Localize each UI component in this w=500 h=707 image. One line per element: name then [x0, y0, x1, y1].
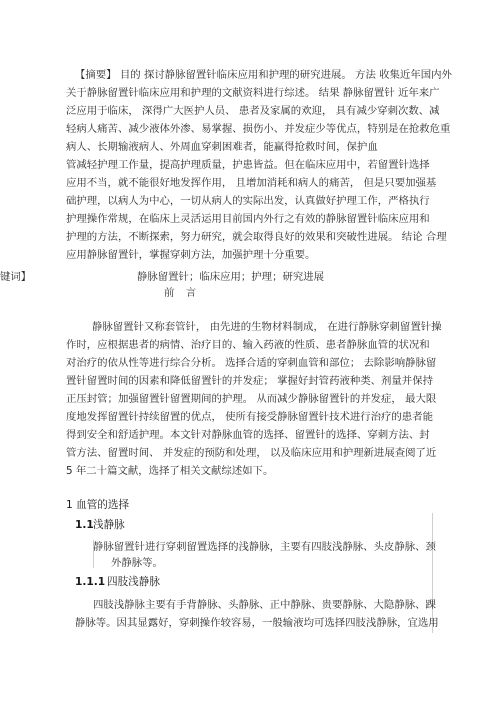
preface-line: 静脉留置针又称套管针， 由先进的生物材料制成， 在进行静脉穿刺留置针操 — [92, 321, 442, 333]
abstract-line: 应用静脉留置针，掌握穿刺方法，加强护理十分重要。 — [66, 249, 316, 261]
section-1-1-line: 外静脉等。 — [111, 557, 163, 569]
preface-line: 得到安全和舒适护理。本文针对静脉血管的选择、留置针的选择、穿刺方法、封 — [66, 429, 430, 441]
abstract-line: 础护理，以病人为中心，一切从病人的实际出发，认真做好护理工作，严格执行 — [66, 195, 430, 207]
section-1-1-number: 1.1 — [75, 519, 94, 531]
preface-line: 作时，应根据患者的病情、治疗目的、输入药液的性质、患者静脉血管的状况和 — [66, 339, 430, 351]
section-1-1-title: 浅静脉 — [93, 519, 125, 531]
abstract-line: 【摘要】 目的 探讨静脉留置针临床应用和护理的研究进展。 方法 收集近年国内外 — [75, 69, 452, 81]
preface-line: 度地发挥留置针持续留置的优点， 使所有接受静脉留置针技术进行治疗的患者能 — [66, 411, 433, 423]
abstract-line: 应用不当，就不能很好地发挥作用， 且增加消耗和病人的痛苦， 但是只要加强基 — [66, 177, 437, 189]
abstract-line: 护理操作常规，在临床上灵活运用目前国内外行之有效的静脉留置针临床应用和 — [66, 213, 430, 225]
abstract-line: 病人、长期输液病人、外周血穿刺困难者，能赢得抢救时间，保护血 — [66, 141, 378, 153]
section-1-1-1-line: 静脉等。因其显露好，穿刺操作较容易，一般输液均可选择四肢浅静脉，宜选用 — [75, 617, 439, 629]
section-1-1-1-line: 四肢浅静脉主要有手背静脉、头静脉、正中静脉、贵要静脉、大隐静脉、踝 — [93, 599, 436, 611]
section-1-1-1-number: 1.1.1 — [75, 576, 106, 588]
preface-line: 对治疗的依从性等进行综合分析。 选择合适的穿刺血管和部位； 去除影响静脉留 — [66, 357, 437, 369]
section-1-1-line: 静脉留置针进行穿刺留置选择的浅静脉，主要有四肢浅静脉、头皮静脉、颈 — [93, 541, 436, 553]
abstract-line: 关于静脉留置针临床应用和护理的文献资料进行综述。 结果 静脉留置针 近年来广 — [66, 87, 440, 99]
abstract-line: 轻病人痛苦、减少液体外渗、易掌握、损伤小、并发症少等优点，特别是在抢救危重 — [66, 123, 451, 135]
abstract-line: 护理的方法，不断探索，努力研究，就会取得良好的效果和突破性进展。 结论 合理 — [66, 231, 447, 243]
margin-bar — [432, 513, 433, 633]
preface-title: 前 言 — [164, 287, 201, 299]
preface-line: 管方法、留置时间、 并发症的预防和处理， 以及临床应用和护理新进展查阅了近 — [66, 447, 437, 459]
preface-line: 正压封管；加强留置针留置期间的护理。 从而减少静脉留置针的并发症， 最大限 — [66, 393, 437, 405]
section-1-heading: 1 血管的选择 — [66, 499, 130, 511]
abstract-line: 泛应用于临床， 深得广大医护人员、 患者及家属的欢迎， 具有减少穿刺次数、减 — [66, 105, 440, 117]
keywords-text: 静脉留置针；临床应用；护理；研究进展 — [137, 271, 325, 283]
abstract-line: 管减轻护理工作量，提高护理质量，护患皆益。但在临床应用中，若留置针选择 — [66, 159, 430, 171]
section-1-1-1-title: 四肢浅静脉 — [107, 576, 160, 588]
preface-line: 5 年二十篇文献，选择了相关文献综述如下。 — [66, 465, 274, 477]
preface-line: 置针留置时间的因素和降低留置针的并发症； 掌握好封管药液种类、剂量并保持 — [66, 375, 433, 387]
keywords-label: 键词】 — [0, 271, 32, 283]
